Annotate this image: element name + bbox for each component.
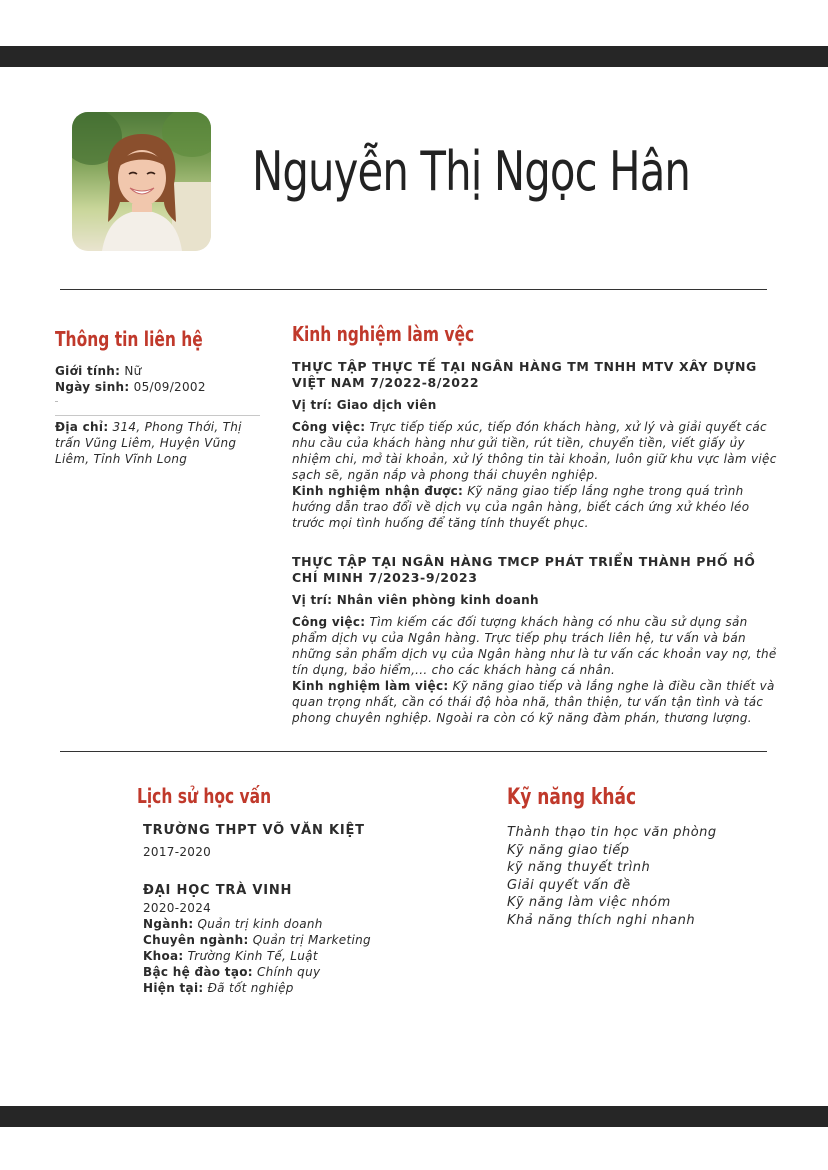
skill-item: Giải quyết vấn đề: [507, 877, 631, 893]
edu-detail: [143, 964, 463, 980]
gain-text: Kỹ năng giao tiếp lắng nghe trong quá trình hướng dẫn trao đổi về dịch vụ của ngân hàng, biết cách ứng xử khéo léo trước mọi tình huống để tăng tính thuyết phục.: [292, 484, 750, 530]
detail-label: Ngành:: [143, 917, 194, 931]
education-list: [143, 822, 463, 996]
candidate-name: Nguyễn Thị Ngọc Hân: [252, 140, 691, 203]
bottom-bar: [0, 1106, 828, 1127]
divider-bottom: [60, 751, 767, 752]
work-text: Tìm kiếm các đối tượng khách hàng có nhu cầu sử dụng sản phẩm dịch vụ của Ngân hàng. Trực tiếp phụ trách liên hệ, tư vấn và bán những sản phẩm dịch vụ của Ngân hàng như là tư vấn các khoản vay nợ, thẻ tín dụng, bảo hiểm,... cho các khách hàng cá nhân.: [292, 615, 777, 677]
job-gain: [292, 678, 784, 726]
birth-label: Ngày sinh:: [55, 380, 130, 394]
school-name: TRƯỜNG THPT VÕ VĂN KIỆT: [143, 823, 365, 838]
divider-top: [60, 289, 767, 290]
job-role: Vị trí: Giao dịch viên: [292, 398, 437, 412]
job-work: [292, 614, 784, 678]
profile-photo: [72, 112, 211, 251]
address-value: 314, Phong Thới, Thị trấn Vũng Liêm, Huyện Vũng Liêm, Tỉnh Vĩnh Long: [55, 420, 242, 466]
top-bar: [0, 46, 828, 67]
skill-item: kỹ năng thuyết trình: [507, 860, 651, 876]
work-label: Công việc:: [292, 615, 366, 629]
gender-label: Giới tính:: [55, 364, 121, 378]
job-entry-2: [292, 554, 784, 726]
education-heading: Lịch sử học vấn: [137, 784, 272, 808]
detail-value: Chính quy: [252, 965, 321, 979]
detail-value: Đã tốt nghiệp: [203, 981, 294, 995]
gender-row: [55, 363, 270, 379]
contact-info: [55, 363, 270, 467]
job-gain: [292, 483, 784, 531]
detail-value: Trường Kinh Tế, Luật: [183, 949, 318, 963]
edu-detail: [143, 948, 463, 964]
detail-label: Bậc hệ đào tạo:: [143, 965, 253, 979]
experience-heading: Kinh nghiệm làm vệc: [292, 322, 475, 346]
job-work: [292, 419, 784, 483]
gain-text: Kỹ năng giao tiếp và lắng nghe là điều cần thiết và quan trọng nhất, cần có thái độ hòa nhã, thân thiện, tư vấn tận tình và tác phong chuyên nghiệp. Ngoài ra còn có kỹ năng đàm phán, thương lượng.: [292, 679, 775, 725]
school-name: ĐẠI HỌC TRÀ VINH: [143, 883, 293, 898]
skill-item: Khả năng thích nghi nhanh: [507, 912, 696, 928]
job-entry-1: [292, 359, 784, 531]
detail-value: Quản trị Marketing: [248, 933, 371, 947]
contact-heading: Thông tin liên hệ: [55, 327, 203, 351]
redacted-contact: [55, 395, 270, 419]
skill-item: Thành thạo tin học văn phòng: [507, 825, 717, 840]
detail-value: Quản trị kinh doanh: [193, 917, 323, 931]
skill-item: Kỹ năng làm việc nhóm: [507, 895, 671, 911]
gain-label: Kinh nghiệm làm việc:: [292, 679, 449, 693]
edu-detail: [143, 932, 463, 948]
detail-label: Chuyên ngành:: [143, 933, 249, 947]
edu-detail: [143, 980, 463, 996]
job-role: Vị trí: Nhân viên phòng kinh doanh: [292, 593, 539, 607]
address-label: Địa chỉ:: [55, 420, 109, 434]
gender-value: Nữ: [120, 364, 142, 378]
edu-detail: [143, 916, 463, 932]
school-years: 2020-2024: [143, 901, 212, 915]
birth-value: 05/09/2002: [129, 380, 206, 394]
school-years: 2017-2020: [143, 845, 212, 859]
birth-row: [55, 379, 270, 395]
detail-label: Hiện tại:: [143, 981, 204, 995]
gain-label: Kinh nghiệm nhận được:: [292, 484, 464, 498]
skills-list: [507, 824, 807, 930]
job-title: THỰC TẬP TẠI NGÂN HÀNG TMCP PHÁT TRIỂN THÀNH PHỐ HỒ CHÍ MINH 7/2023-9/2023: [292, 554, 756, 585]
job-title: THỰC TẬP THỰC TẾ TẠI NGÂN HÀNG TM TNHH MTV XÂY DỰNG VIỆT NAM 7/2022-8/2022: [292, 359, 757, 390]
work-text: Trực tiếp tiếp xúc, tiếp đón khách hàng, xử lý và giải quyết các nhu cầu của khách hàng như gửi tiền, rút tiền, chuyển tiền, viết giấy ủy nhiệm chi, mở tài khoản, xử lý thông tin tài khoản, luôn giữ khu vực làm việc sạch sẽ, ngăn nắp và phong thái chuyên nghiệp.: [292, 420, 777, 482]
detail-label: Khoa:: [143, 949, 184, 963]
skills-heading: Kỹ năng khác: [507, 785, 637, 810]
address-row: [55, 419, 270, 467]
skill-item: Kỹ năng giao tiếp: [507, 842, 630, 858]
work-label: Công việc:: [292, 420, 366, 434]
